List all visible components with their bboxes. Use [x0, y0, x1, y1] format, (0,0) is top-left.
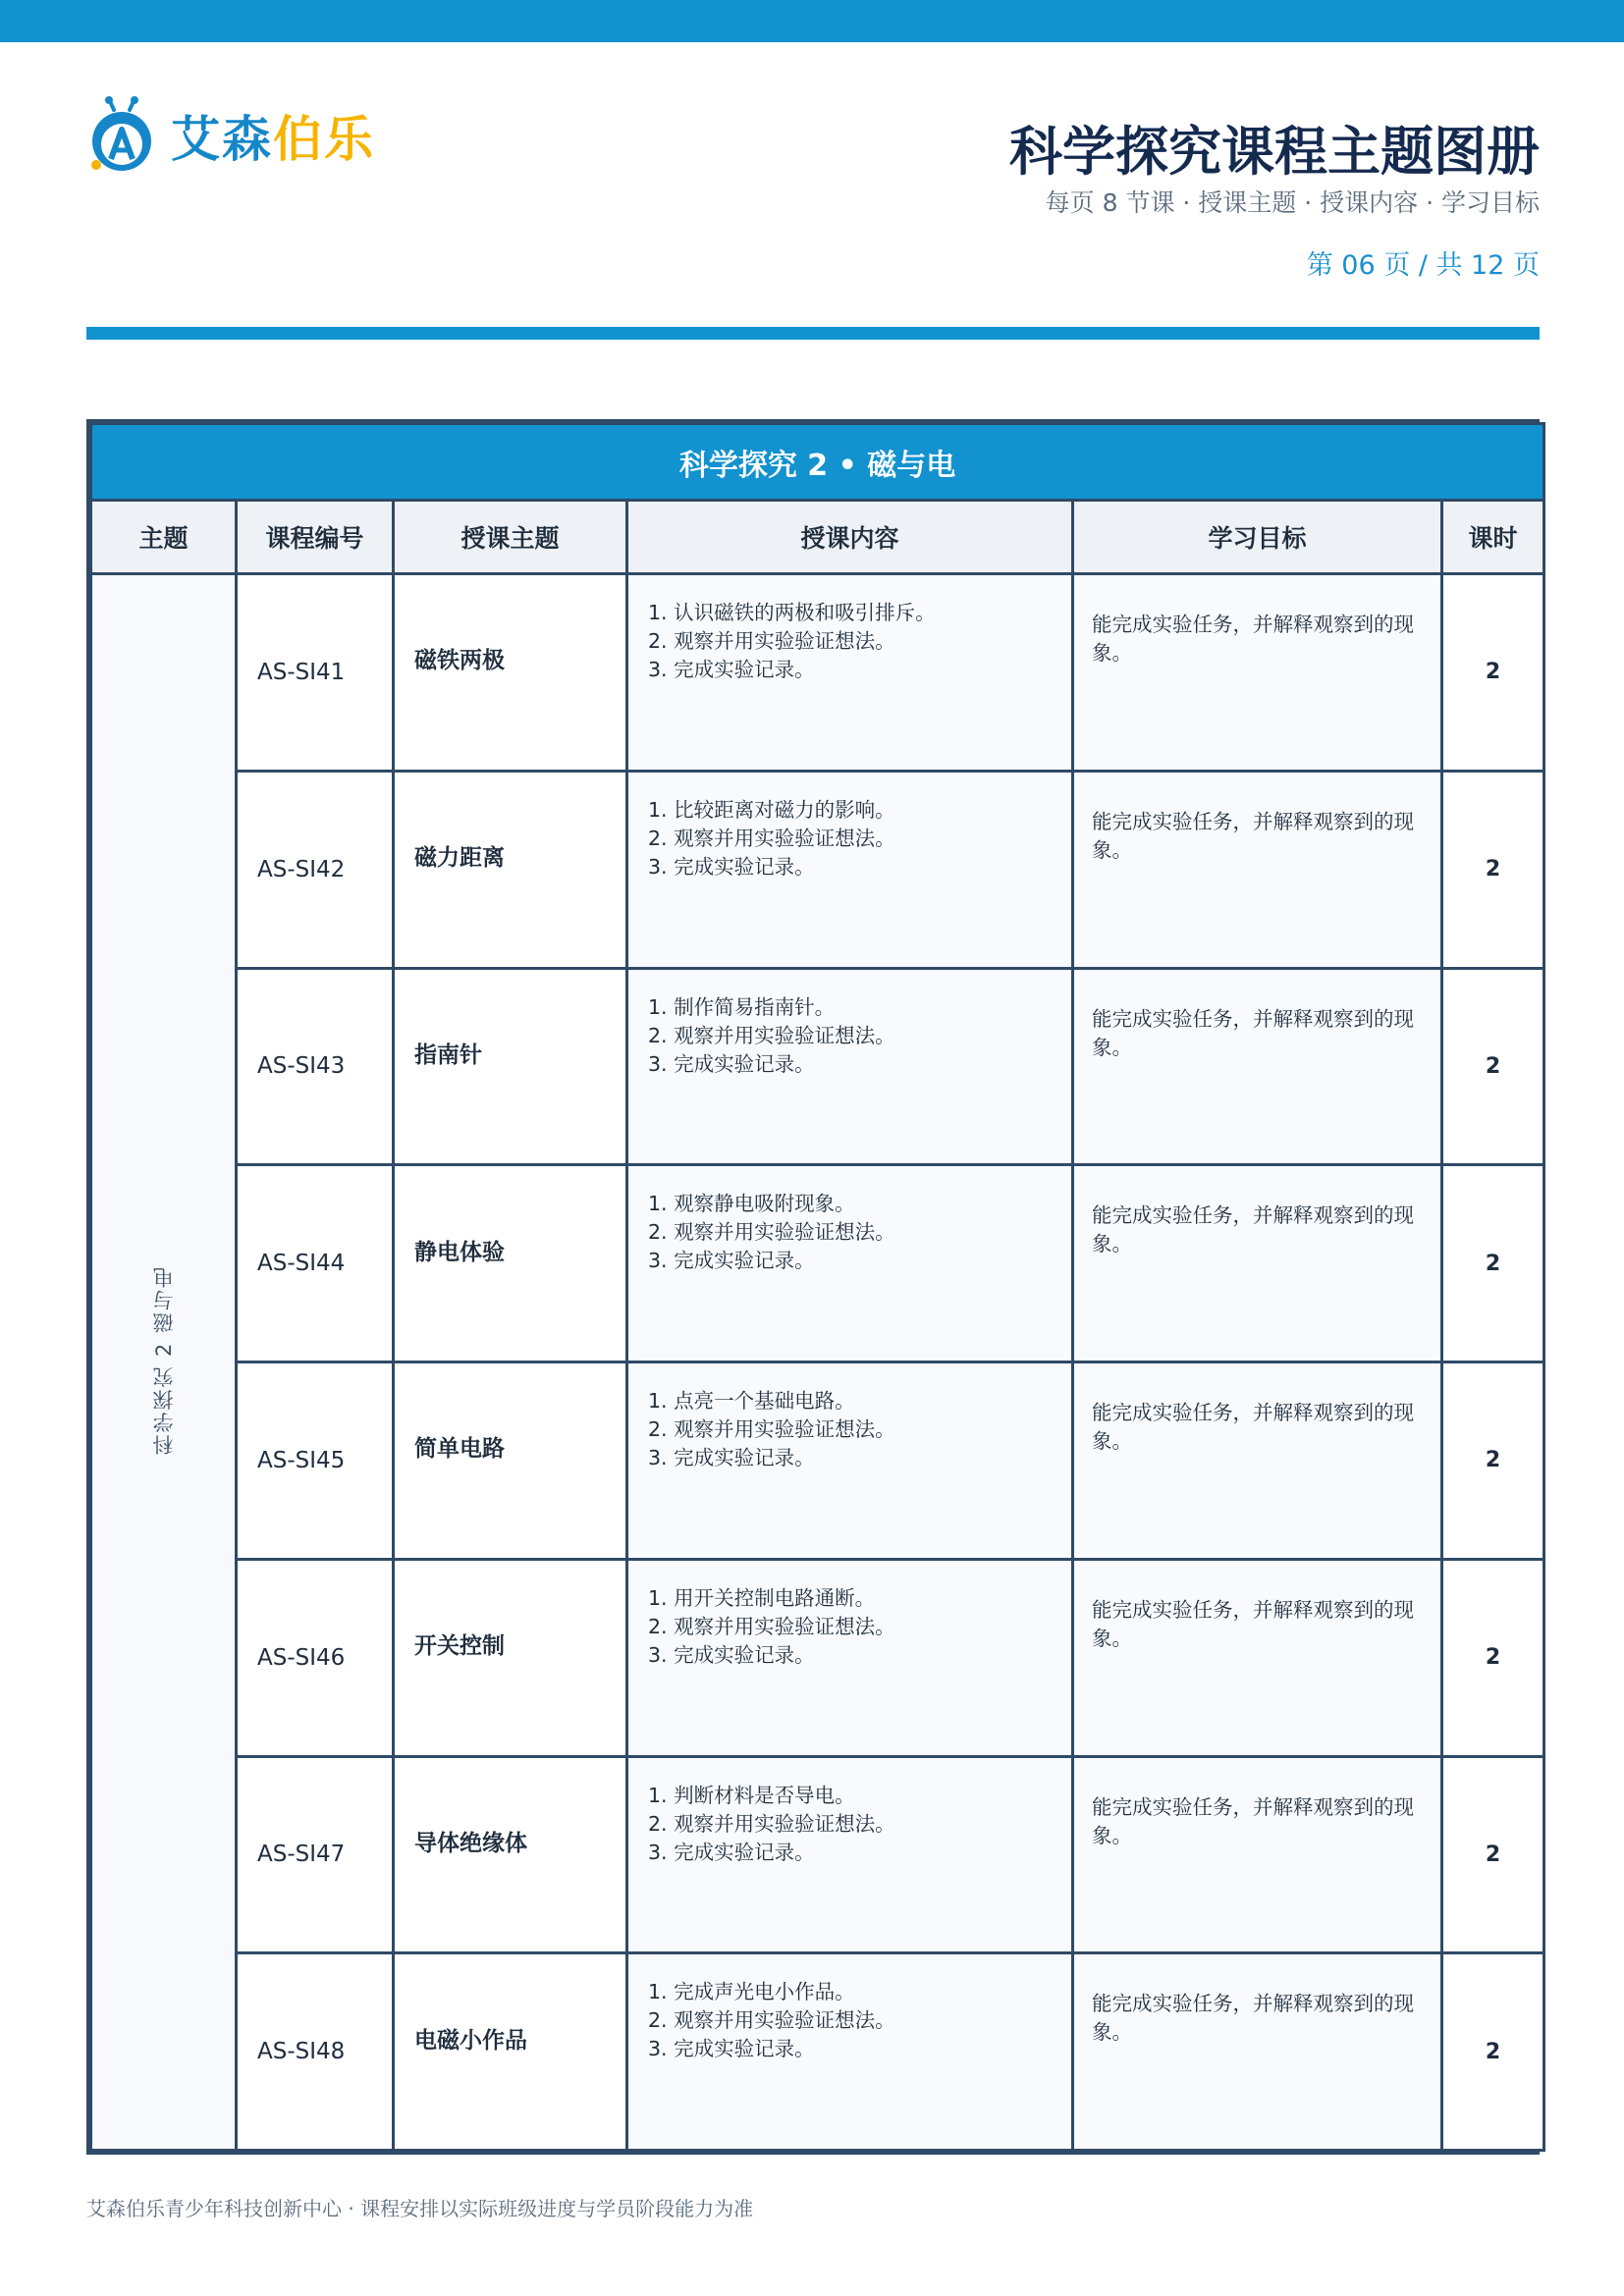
course-hours: 2 [1442, 771, 1544, 968]
course-topic: 电磁小作品 [414, 2027, 527, 2054]
course-code: AS-SI43 [237, 968, 394, 1165]
content-line: 2. 观察并用实验验证想法。 [648, 1811, 895, 1836]
content-line: 1. 观察静电吸附现象。 [648, 1192, 855, 1216]
content-line: 3. 完成实验记录。 [648, 658, 815, 681]
content-line: 2. 观察并用实验验证想法。 [648, 2008, 895, 2033]
brand-char-1: 艾 [171, 111, 222, 168]
learning-goal: 能完成实验任务，并解释观察到的现象。 [1092, 809, 1414, 862]
page-indicator: 第 06 页 / 共 12 页 [1306, 250, 1540, 281]
brand-wordmark [171, 100, 375, 171]
learning-goal-cell [1073, 1559, 1442, 1756]
content-line: 2. 观察并用实验验证想法。 [648, 629, 895, 653]
learning-goal: 能完成实验任务，并解释观察到的现象。 [1092, 1597, 1414, 1650]
table-row [91, 771, 1544, 968]
content-line: 1. 比较距离对磁力的影响。 [648, 797, 895, 822]
course-hours: 2 [1442, 1756, 1544, 1953]
document-title: 科学探究课程主题图册 [1009, 121, 1540, 183]
column-header-goal: 学习目标 [1073, 501, 1442, 574]
column-header-content: 授课内容 [627, 501, 1073, 574]
course-table-container [86, 419, 1540, 2155]
table-row [91, 1953, 1544, 2151]
course-hours: 2 [1442, 1559, 1544, 1756]
learning-goal-cell [1073, 1362, 1442, 1560]
course-table [89, 422, 1545, 2152]
learning-goal: 能完成实验任务，并解释观察到的现象。 [1092, 1006, 1414, 1059]
learning-goal: 能完成实验任务，并解释观察到的现象。 [1092, 1203, 1414, 1256]
table-row [91, 574, 1544, 772]
course-topic-cell [394, 1362, 627, 1560]
learning-goal: 能完成实验任务，并解释观察到的现象。 [1092, 613, 1414, 665]
table-caption: 科学探究 2 • 磁与电 [91, 424, 1544, 501]
content-line: 3. 完成实验记录。 [648, 2037, 815, 2061]
learning-goal-cell [1073, 1953, 1442, 2151]
course-topic-cell [394, 771, 627, 968]
course-code: AS-SI41 [237, 574, 394, 772]
learning-goal-cell [1073, 968, 1442, 1165]
course-topic-cell [394, 1953, 627, 2151]
course-content [627, 1165, 1073, 1362]
content-line: 2. 观察并用实验验证想法。 [648, 1023, 895, 1047]
content-line: 3. 完成实验记录。 [648, 854, 815, 879]
course-topic-cell [394, 1756, 627, 1953]
course-topic: 磁力距离 [414, 845, 505, 872]
column-header-hours: 课时 [1442, 501, 1544, 574]
course-topic: 简单电路 [414, 1436, 505, 1463]
content-line: 3. 完成实验记录。 [648, 1840, 815, 1864]
document-subtitle: 每页 8 节课 · 授课主题 · 授课内容 · 学习目标 [1045, 188, 1540, 217]
course-hours: 2 [1442, 574, 1544, 772]
theme-cell [91, 574, 237, 2151]
course-code: AS-SI47 [237, 1756, 394, 1953]
content-line: 2. 观察并用实验验证想法。 [648, 1220, 895, 1245]
logo-mascot-icon [84, 96, 159, 175]
course-content [627, 968, 1073, 1165]
course-code: AS-SI48 [237, 1953, 394, 2151]
course-hours: 2 [1442, 1165, 1544, 1362]
content-line: 1. 认识磁铁的两极和吸引排斥。 [648, 601, 936, 624]
top-accent-bar [0, 0, 1624, 42]
learning-goal-cell [1073, 771, 1442, 968]
course-hours: 2 [1442, 1953, 1544, 2151]
content-line: 2. 观察并用实验验证想法。 [648, 826, 895, 850]
content-line: 3. 完成实验记录。 [648, 1051, 815, 1076]
content-line: 1. 完成声光电小作品。 [648, 1980, 855, 2004]
brand-logo [84, 96, 375, 175]
learning-goal: 能完成实验任务，并解释观察到的现象。 [1092, 1401, 1414, 1453]
table-row [91, 1165, 1544, 1362]
table-row [91, 1362, 1544, 1560]
course-topic: 磁铁两极 [414, 648, 505, 674]
course-content [627, 574, 1073, 772]
content-line: 3. 完成实验记录。 [648, 1642, 815, 1667]
page-footer: 艾森伯乐青少年科技创新中心 · 课程安排以实际班级进度与学员阶段能力为准 [86, 2197, 754, 2220]
table-row [91, 1756, 1544, 1953]
content-line: 1. 点亮一个基础电路。 [648, 1389, 855, 1413]
learning-goal: 能完成实验任务，并解释观察到的现象。 [1092, 1992, 1414, 2045]
course-topic: 导体绝缘体 [414, 1830, 527, 1856]
course-topic-cell [394, 1165, 627, 1362]
learning-goal-cell [1073, 574, 1442, 772]
content-line: 3. 完成实验记录。 [648, 1446, 815, 1469]
course-topic: 开关控制 [414, 1633, 505, 1660]
course-topic: 静电体验 [414, 1239, 505, 1265]
column-header-topic: 授课主题 [394, 501, 627, 574]
brand-char-2: 森 [222, 111, 273, 168]
learning-goal-cell [1073, 1756, 1442, 1953]
course-code: AS-SI46 [237, 1559, 394, 1756]
column-header-code: 课程编号 [237, 501, 394, 574]
course-hours: 2 [1442, 1362, 1544, 1560]
learning-goal: 能完成实验任务，并解释观察到的现象。 [1092, 1794, 1414, 1847]
content-line: 3. 完成实验记录。 [648, 1249, 815, 1273]
course-code: AS-SI45 [237, 1362, 394, 1560]
course-content [627, 1953, 1073, 2151]
content-line: 1. 制作简易指南针。 [648, 994, 836, 1019]
course-code: AS-SI42 [237, 771, 394, 968]
course-topic-cell [394, 968, 627, 1165]
brand-char-3: 伯 [273, 111, 324, 168]
table-header-row [91, 501, 1544, 574]
course-content [627, 771, 1073, 968]
header-divider [86, 327, 1540, 340]
content-line: 1. 判断材料是否导电。 [648, 1783, 855, 1807]
course-hours: 2 [1442, 968, 1544, 1165]
content-line: 1. 用开关控制电路通断。 [648, 1585, 876, 1610]
course-topic-cell [394, 1559, 627, 1756]
course-content [627, 1756, 1073, 1953]
content-line: 2. 观察并用实验验证想法。 [648, 1417, 895, 1441]
course-topic: 指南针 [414, 1041, 482, 1068]
table-row [91, 968, 1544, 1165]
learning-goal-cell [1073, 1165, 1442, 1362]
brand-char-4: 乐 [324, 111, 375, 168]
content-line: 2. 观察并用实验验证想法。 [648, 1614, 895, 1638]
course-content [627, 1559, 1073, 1756]
table-row [91, 1559, 1544, 1756]
course-content [627, 1362, 1073, 1560]
course-topic-cell [394, 574, 627, 772]
theme-label: 科学探究 2 磁与电 [151, 1264, 176, 1456]
table-caption-row [91, 424, 1544, 501]
course-code: AS-SI44 [237, 1165, 394, 1362]
column-header-theme: 主题 [91, 501, 237, 574]
